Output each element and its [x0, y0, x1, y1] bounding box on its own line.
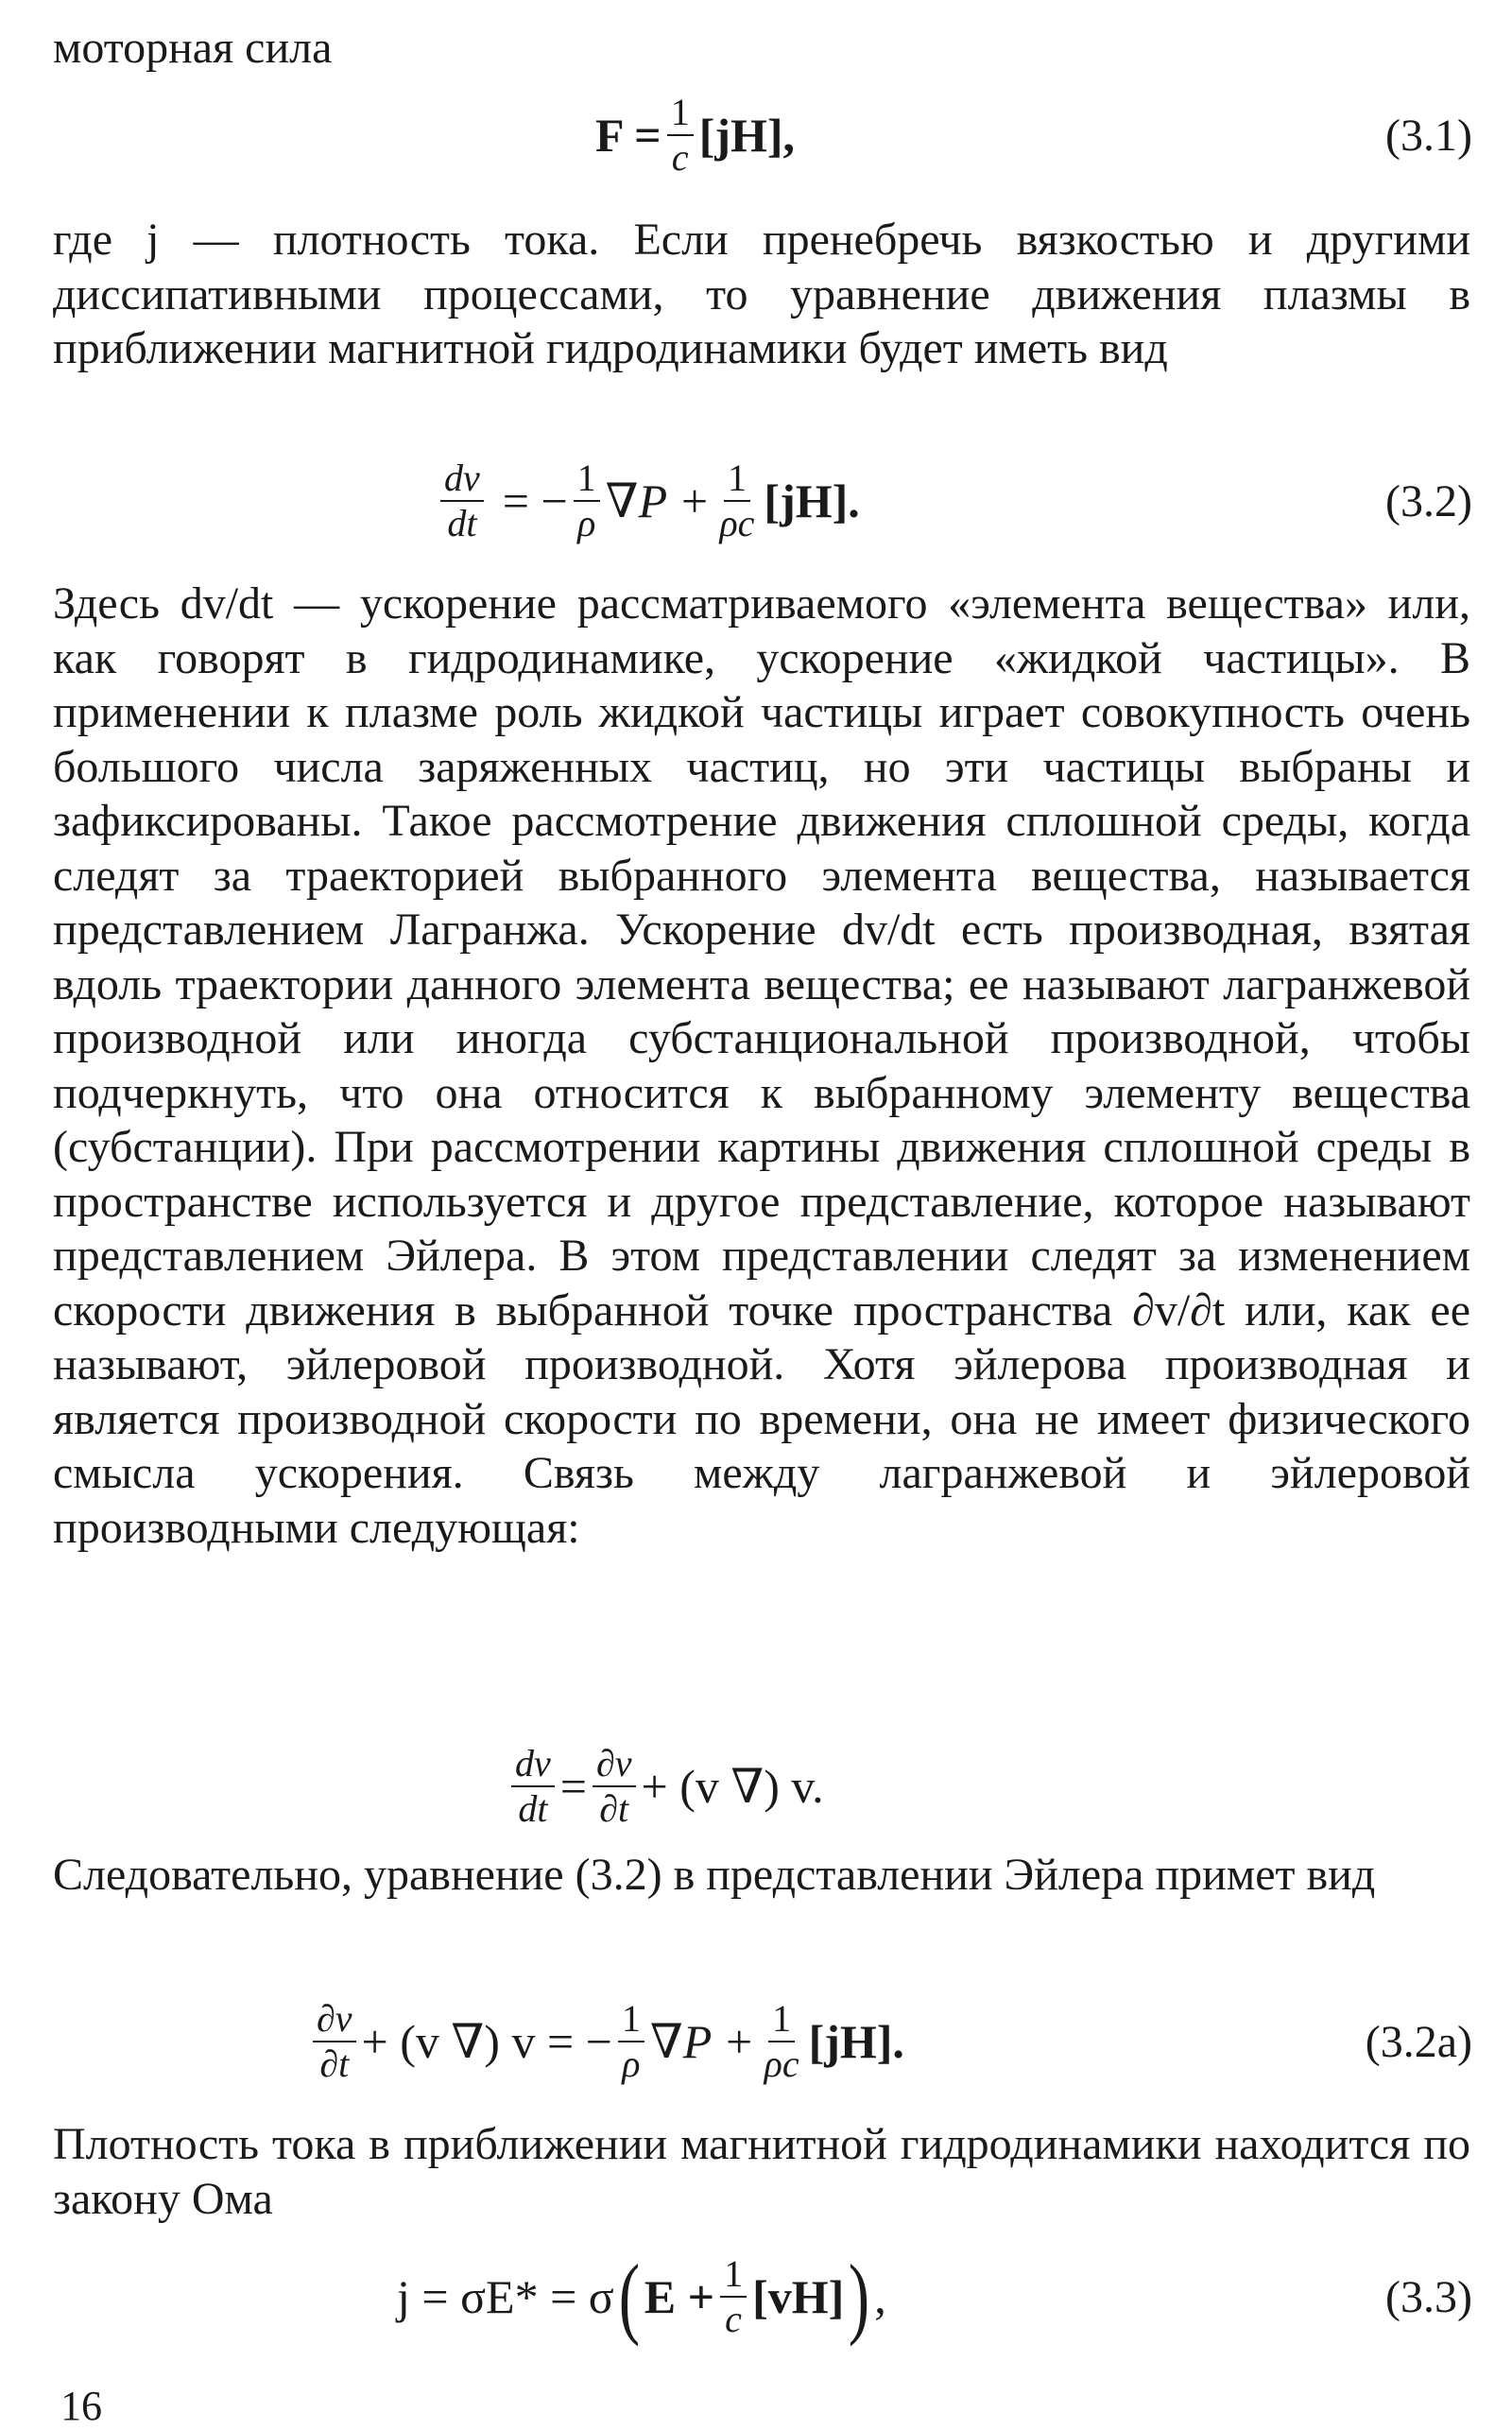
eq32a-partial: $\frac{\partial v}{\partial t}$ [313, 1999, 356, 2084]
eq32-equals: = − [502, 474, 568, 527]
equation-3-3 [0, 2245, 1512, 2349]
eq33-close-paren: ) [849, 2246, 870, 2347]
eq32a-convective: + (v ∇) v = − [361, 2015, 612, 2068]
eq33-rhs: [vH] [752, 2270, 845, 2323]
eq32-grad-p: ∇P + [605, 474, 711, 527]
paragraph-intro: моторная сила [53, 23, 333, 73]
eq32-fraction-2: $\frac{1}{\rho c}$ [719, 457, 755, 544]
eq32a-rhs: [jH]. [808, 2015, 904, 2068]
paragraph-euler-form: Следовательно, уравнение (3.2) в представлении Эйлера примет вид [53, 1850, 1376, 1900]
eq32a-fraction-1: $\frac{1}{\rho}$ [618, 1999, 644, 2084]
paragraph-lagrange-euler: Здесь dv/dt — ускорение рассматриваемого «элемента вещества» или, как говорят в гидродинамике, ускорение «жидкой частицы». В применении к плазме роль жидкой частицы играет совокупность очень большого числа заряженных частиц, но эти частицы выбраны и зафиксированы. Такое рассмотрение движения сплошной среды, когда следят за траекторией выбранного элемента вещества, называется представлением Лагранжа. Ускорение dv/dt есть производная, взятая вдоль траектории данного элемента вещества; ее называют лагранжевой производной или иногда субстанциональной производной, чтобы подчеркнуть, что она относится к выбранному элементу вещества (субстанции). При рассмотрении картины движения сплошной среды в пространстве используется и другое представление, которое называют представлением Эйлера. В этом представлении следят за изменением скорости движения в выбранной точке пространства ∂v/∂t или, как ее называют, эйлеровой производной. Хотя эйлерова производная и является производной скорости по времени, она не имеет физического смысла ускорения. Связь между лагранжевой и эйлеровой производными следующая: [53, 578, 1471, 1553]
eq33-inner: E + [644, 2270, 715, 2323]
eq33-tail: , [874, 2270, 886, 2323]
equation-3-1 [0, 83, 1512, 187]
eq33-open-paren: ( [618, 2246, 640, 2347]
eq31-lhs: F = [595, 109, 662, 162]
eq31-rhs: [jH], [698, 109, 796, 162]
equation-number-3-2a: (3.2a) [1365, 2016, 1472, 2067]
eq31-fraction: $\frac{1}{c}$ [667, 93, 694, 178]
eq33-fraction: $\frac{1}{c}$ [720, 2254, 747, 2339]
eq32a-fraction-2: $\frac{1}{\rho c}$ [764, 1997, 799, 2085]
eq32-dv-dt: $\frac{dv}{dt}$ [440, 458, 484, 543]
equation-3-2 [0, 449, 1512, 553]
equation-number-3-2: (3.2) [1385, 475, 1472, 526]
equation-number-3-3: (3.3) [1385, 2271, 1472, 2322]
equation-derivative-link [0, 1734, 1512, 1838]
link-dv-dt: $\frac{dv}{dt}$ [511, 1744, 555, 1829]
paragraph-ohm-law: Плотность тока в приближении магнитной гидродинамики находится по закону Ома [53, 2119, 1470, 2224]
eq32-rhs: [jH]. [764, 474, 860, 527]
paragraph-equation-motion: где j — плотность тока. Если пренебречь вязкостью и другими диссипативными процессами, то уравнение движения плазмы в приближении магнитной гидродинамики будет иметь вид [53, 215, 1470, 373]
eq33-lhs: j = σE* = σ [397, 2270, 614, 2323]
link-equals: = [559, 1760, 587, 1813]
page-number: 16 [60, 2383, 102, 2429]
equation-number-3-1: (3.1) [1385, 110, 1472, 161]
eq32-fraction-1: $\frac{1}{\rho}$ [574, 458, 600, 543]
equation-3-2a [0, 1990, 1512, 2094]
eq32a-grad-p: ∇P + [649, 2015, 755, 2068]
link-rhs: + (v ∇) v. [641, 1760, 824, 1813]
link-partial: $\frac{\partial v}{\partial t}$ [593, 1744, 636, 1829]
